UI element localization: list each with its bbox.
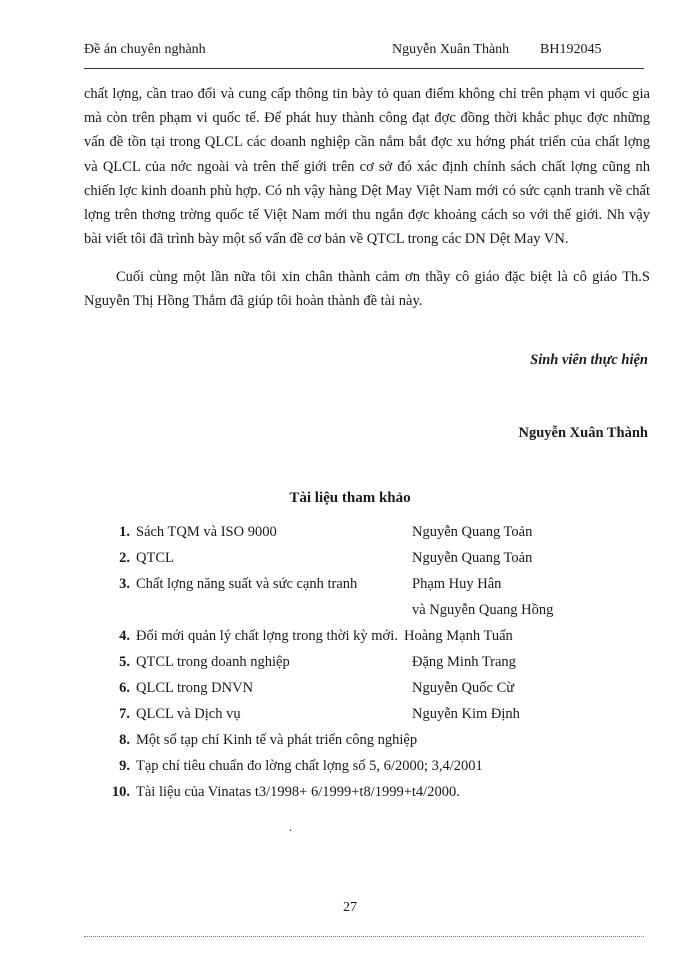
reference-number: 8. bbox=[119, 732, 130, 748]
reference-author: Nguyễn Kim Định bbox=[412, 706, 520, 722]
reference-number: 2. bbox=[119, 550, 130, 566]
reference-title: QLCL và Dịch vụ bbox=[136, 706, 241, 722]
reference-title: Chất lợng năng suất và sức cạnh tranh bbox=[136, 576, 358, 592]
reference-title: Một số tạp chí Kinh tế và phát triển công nghiệp bbox=[136, 732, 418, 748]
reference-item bbox=[108, 680, 668, 706]
page-number: 27 bbox=[343, 900, 357, 915]
reference-item bbox=[108, 576, 668, 628]
reference-author: Hoàng Mạnh Tuấn bbox=[404, 628, 513, 644]
header-divider bbox=[84, 68, 644, 69]
reference-item bbox=[108, 550, 668, 576]
acknowledgement-paragraph: Cuối cùng một lần nữa tôi xin chân thành cảm ơn thầy cô giáo đặc biệt là cô giáo Th.S Nguyễn Thị Hồng Thắm đã giúp tôi hoàn thành đề tài này. bbox=[84, 269, 650, 310]
references-title: Tài liệu tham khảo bbox=[289, 490, 411, 506]
closing-paragraph bbox=[84, 82, 650, 251]
reference-title: QTCL bbox=[136, 550, 174, 566]
reference-coauthor: và Nguyễn Quang Hồng bbox=[412, 602, 554, 618]
header-author: Nguyễn Xuân Thành bbox=[392, 42, 510, 57]
reference-author: Nguyễn Quang Toản bbox=[412, 550, 533, 566]
reference-item bbox=[108, 524, 668, 550]
reference-number: 10. bbox=[111, 784, 130, 800]
reference-number: 1. bbox=[119, 524, 130, 540]
reference-item bbox=[108, 784, 668, 810]
header-student-code: BH192045 bbox=[540, 42, 602, 57]
reference-number: 6. bbox=[119, 680, 130, 696]
reference-author: Nguyễn Quốc Cừ bbox=[412, 680, 515, 696]
reference-title: Tạp chí tiêu chuẩn đo lờng chất lợng số 5, 6/2000; 3,4/2001 bbox=[136, 758, 483, 774]
reference-number: 7. bbox=[119, 706, 130, 722]
signature-name: Nguyễn Xuân Thành bbox=[518, 425, 648, 441]
reference-author: Đặng Minh Trang bbox=[412, 654, 516, 670]
reference-item bbox=[108, 706, 668, 732]
reference-item bbox=[108, 628, 668, 654]
reference-title: QLCL trong DNVN bbox=[136, 680, 254, 696]
reference-item bbox=[108, 654, 668, 680]
reference-author: Nguyễn Quang Toản bbox=[412, 524, 533, 540]
reference-author: Phạm Huy Hân bbox=[412, 576, 502, 592]
reference-number: 9. bbox=[119, 758, 130, 774]
references-list bbox=[108, 524, 668, 810]
reference-number: 3. bbox=[119, 576, 130, 592]
header-course-title: Đề án chuyên nghành bbox=[84, 42, 206, 57]
reference-item bbox=[108, 758, 668, 784]
page-header bbox=[84, 42, 644, 62]
reference-title: QTCL trong doanh nghiệp bbox=[136, 654, 290, 670]
footer-divider bbox=[84, 936, 644, 937]
reference-title: Sách TQM và ISO 9000 bbox=[136, 524, 277, 540]
stray-mark: . bbox=[289, 820, 292, 834]
paragraph-1: chất lợng, cần trao đổi và cung cấp thông tin bày tỏ quan điểm không chỉ trên phạm vi quốc gia mà còn trên phạm vi quốc tế. Để phát huy thành công đạt đợc đồng thời khắc phục đợc những vấn đề tồn tại trong QLCL các doanh nghiệp cần nắm bắt đợc xu hớng phát triển của chất lợng và QLCL của nớc ngoài và trên thế giới trên cơ sở đó xác định chính sách chất lợng cũng nh chiến lợc kinh doanh phù hợp. Có nh vậy hàng Dệt May Việt Nam mới có sức cạnh tranh về chất lợng trên thơng trờng quốc tế Việt Nam mới thu ngắn đợc khoảng cách so với thế giới. Nh vậy bài viết tôi đã trình bày một số vấn đề cơ bản về QTCL trong các DN Dệt May VN. bbox=[84, 86, 650, 248]
reference-number: 4. bbox=[119, 628, 130, 644]
reference-title: Đổi mới quản lý chất lợng trong thời kỳ mới. bbox=[136, 628, 398, 644]
reference-item bbox=[108, 732, 668, 758]
signature-role: Sinh viên thực hiện bbox=[530, 352, 648, 368]
reference-number: 5. bbox=[119, 654, 130, 670]
reference-title: Tài liệu của Vinatas t3/1998+ 6/1999+t8/1999+t4/2000. bbox=[136, 784, 460, 800]
